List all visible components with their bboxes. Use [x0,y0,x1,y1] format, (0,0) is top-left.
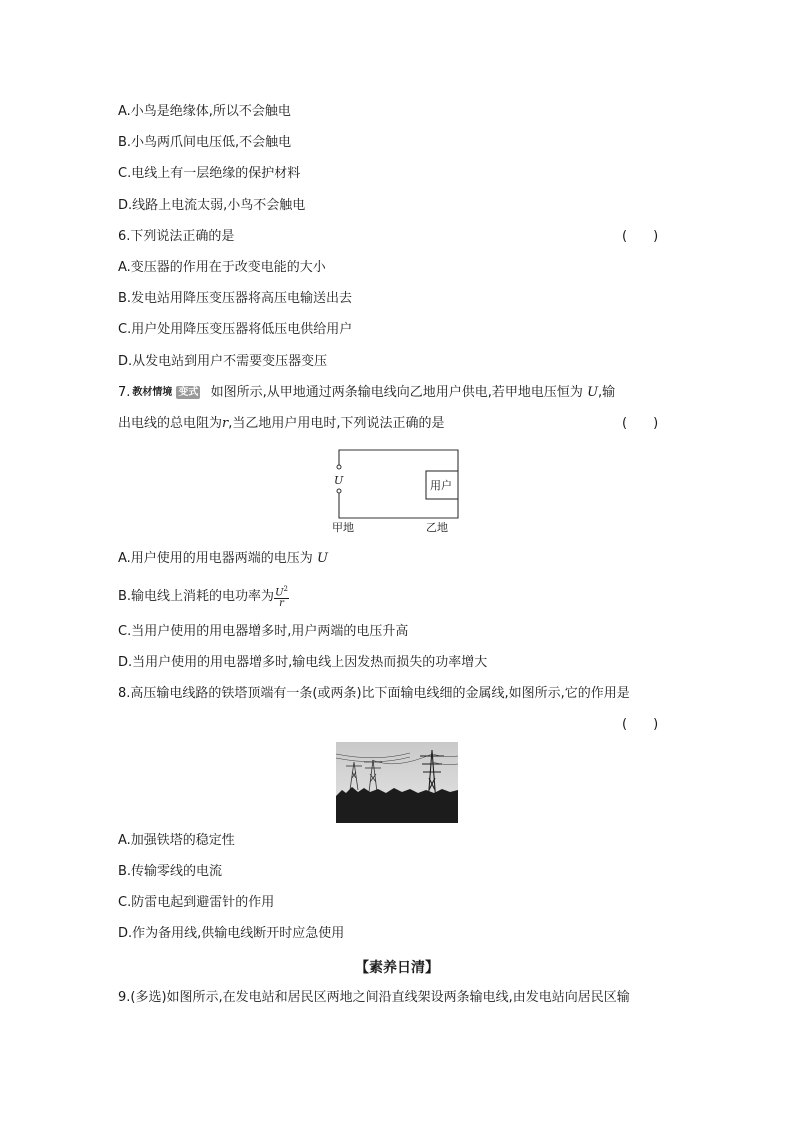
q6-option-d: D.从发电站到用户不需要变压器变压 [118,354,328,369]
q7-option-d: D.当用户使用的用电器增多时,输电线上因发热而损失的功率增大 [118,655,488,670]
q6-option-a: A.变压器的作用在于改变电能的大小 [118,260,326,275]
q7-var-r: r [222,416,229,431]
q7-var-u: U [587,385,599,400]
numerator-exponent: 2 [283,585,288,593]
q7-stem-line-2 [118,415,445,433]
q7-stem-text-2b: ,当乙地用户用电时,下列说法正确的是 [228,416,445,431]
q7-number: 7. [118,385,131,400]
q6-option-c: C.用户处用降压变压器将低压电供给用户 [118,322,353,337]
q9-stem: 9.(多选)如图所示,在发电站和居民区两地之间沿直线架设两条输电线,由发电站向居民区输 [118,990,630,1005]
q7-stem-line-1 [118,384,615,402]
terminal-bottom [337,489,341,493]
q7-option-a-text: A.用户使用的用电器两端的电压为 [118,551,313,566]
fraction-numerator [274,584,289,599]
q7-circuit-diagram [320,440,480,535]
circuit-bottom-wire [339,493,458,518]
q5-option-a: A.小鸟是绝缘体,所以不会触电 [118,104,291,119]
q7-option-c: C.当用户使用的用电器增多时,用户两端的电压升高 [118,624,409,639]
location-jia-label: 甲地 [332,521,354,534]
power-fraction [274,584,289,609]
q7-option-a [118,550,328,568]
q8-stem: 8.高压输电线路的铁塔顶端有一条(或两条)比下面输电线细的金属线,如图所示,它的作用是 [118,686,630,701]
power-tower-photo [336,742,458,823]
user-label: 用户 [430,479,452,492]
numerator-var: U [275,587,284,599]
q5-option-b: B.小鸟两爪间电压低,不会触电 [118,135,292,150]
q8-answer-paren: ( ) [622,717,659,732]
q6-stem: 6.下列说法正确的是 [118,229,235,244]
circuit-top-wire [339,450,458,471]
source-voltage-label: U [334,474,344,487]
q8-option-b: B.传输零线的电流 [118,864,223,879]
q7-answer-paren: ( ) [622,416,659,431]
variant-tag: 变式 [178,387,199,398]
q5-option-d: D.线路上电流太弱,小鸟不会触电 [118,198,306,213]
q7-option-b [118,584,289,609]
q7-stem-text-2a: 出电线的总电阻为 [118,416,223,431]
q6-answer-paren: ( ) [622,229,659,244]
q7-stem-text-1b: ,输 [598,385,616,400]
q8-option-a: A.加强铁塔的稳定性 [118,833,235,848]
fraction-denominator: r [279,598,284,610]
q8-option-d: D.作为备用线,供输电线断开时应急使用 [118,926,345,941]
q6-option-b: B.发电站用降压变压器将高压电输送出去 [118,291,353,306]
q7-stem-text-1a: 如图所示,从甲地通过两条输电线向乙地用户供电,若甲地电压恒为 [210,385,583,400]
q7-option-a-var: U [316,551,328,566]
terminal-top [337,465,341,469]
textbook-context-tag: 教材情境 [132,387,173,398]
q5-option-c: C.电线上有一层绝缘的保护材料 [118,166,301,181]
section-title: 【素养日清】 [355,960,439,976]
tree-line [336,787,458,823]
q8-option-c: C.防雷电起到避雷针的作用 [118,895,275,910]
q7-option-b-text: B.输电线上消耗的电功率为 [118,589,275,605]
location-yi-label: 乙地 [426,521,448,534]
